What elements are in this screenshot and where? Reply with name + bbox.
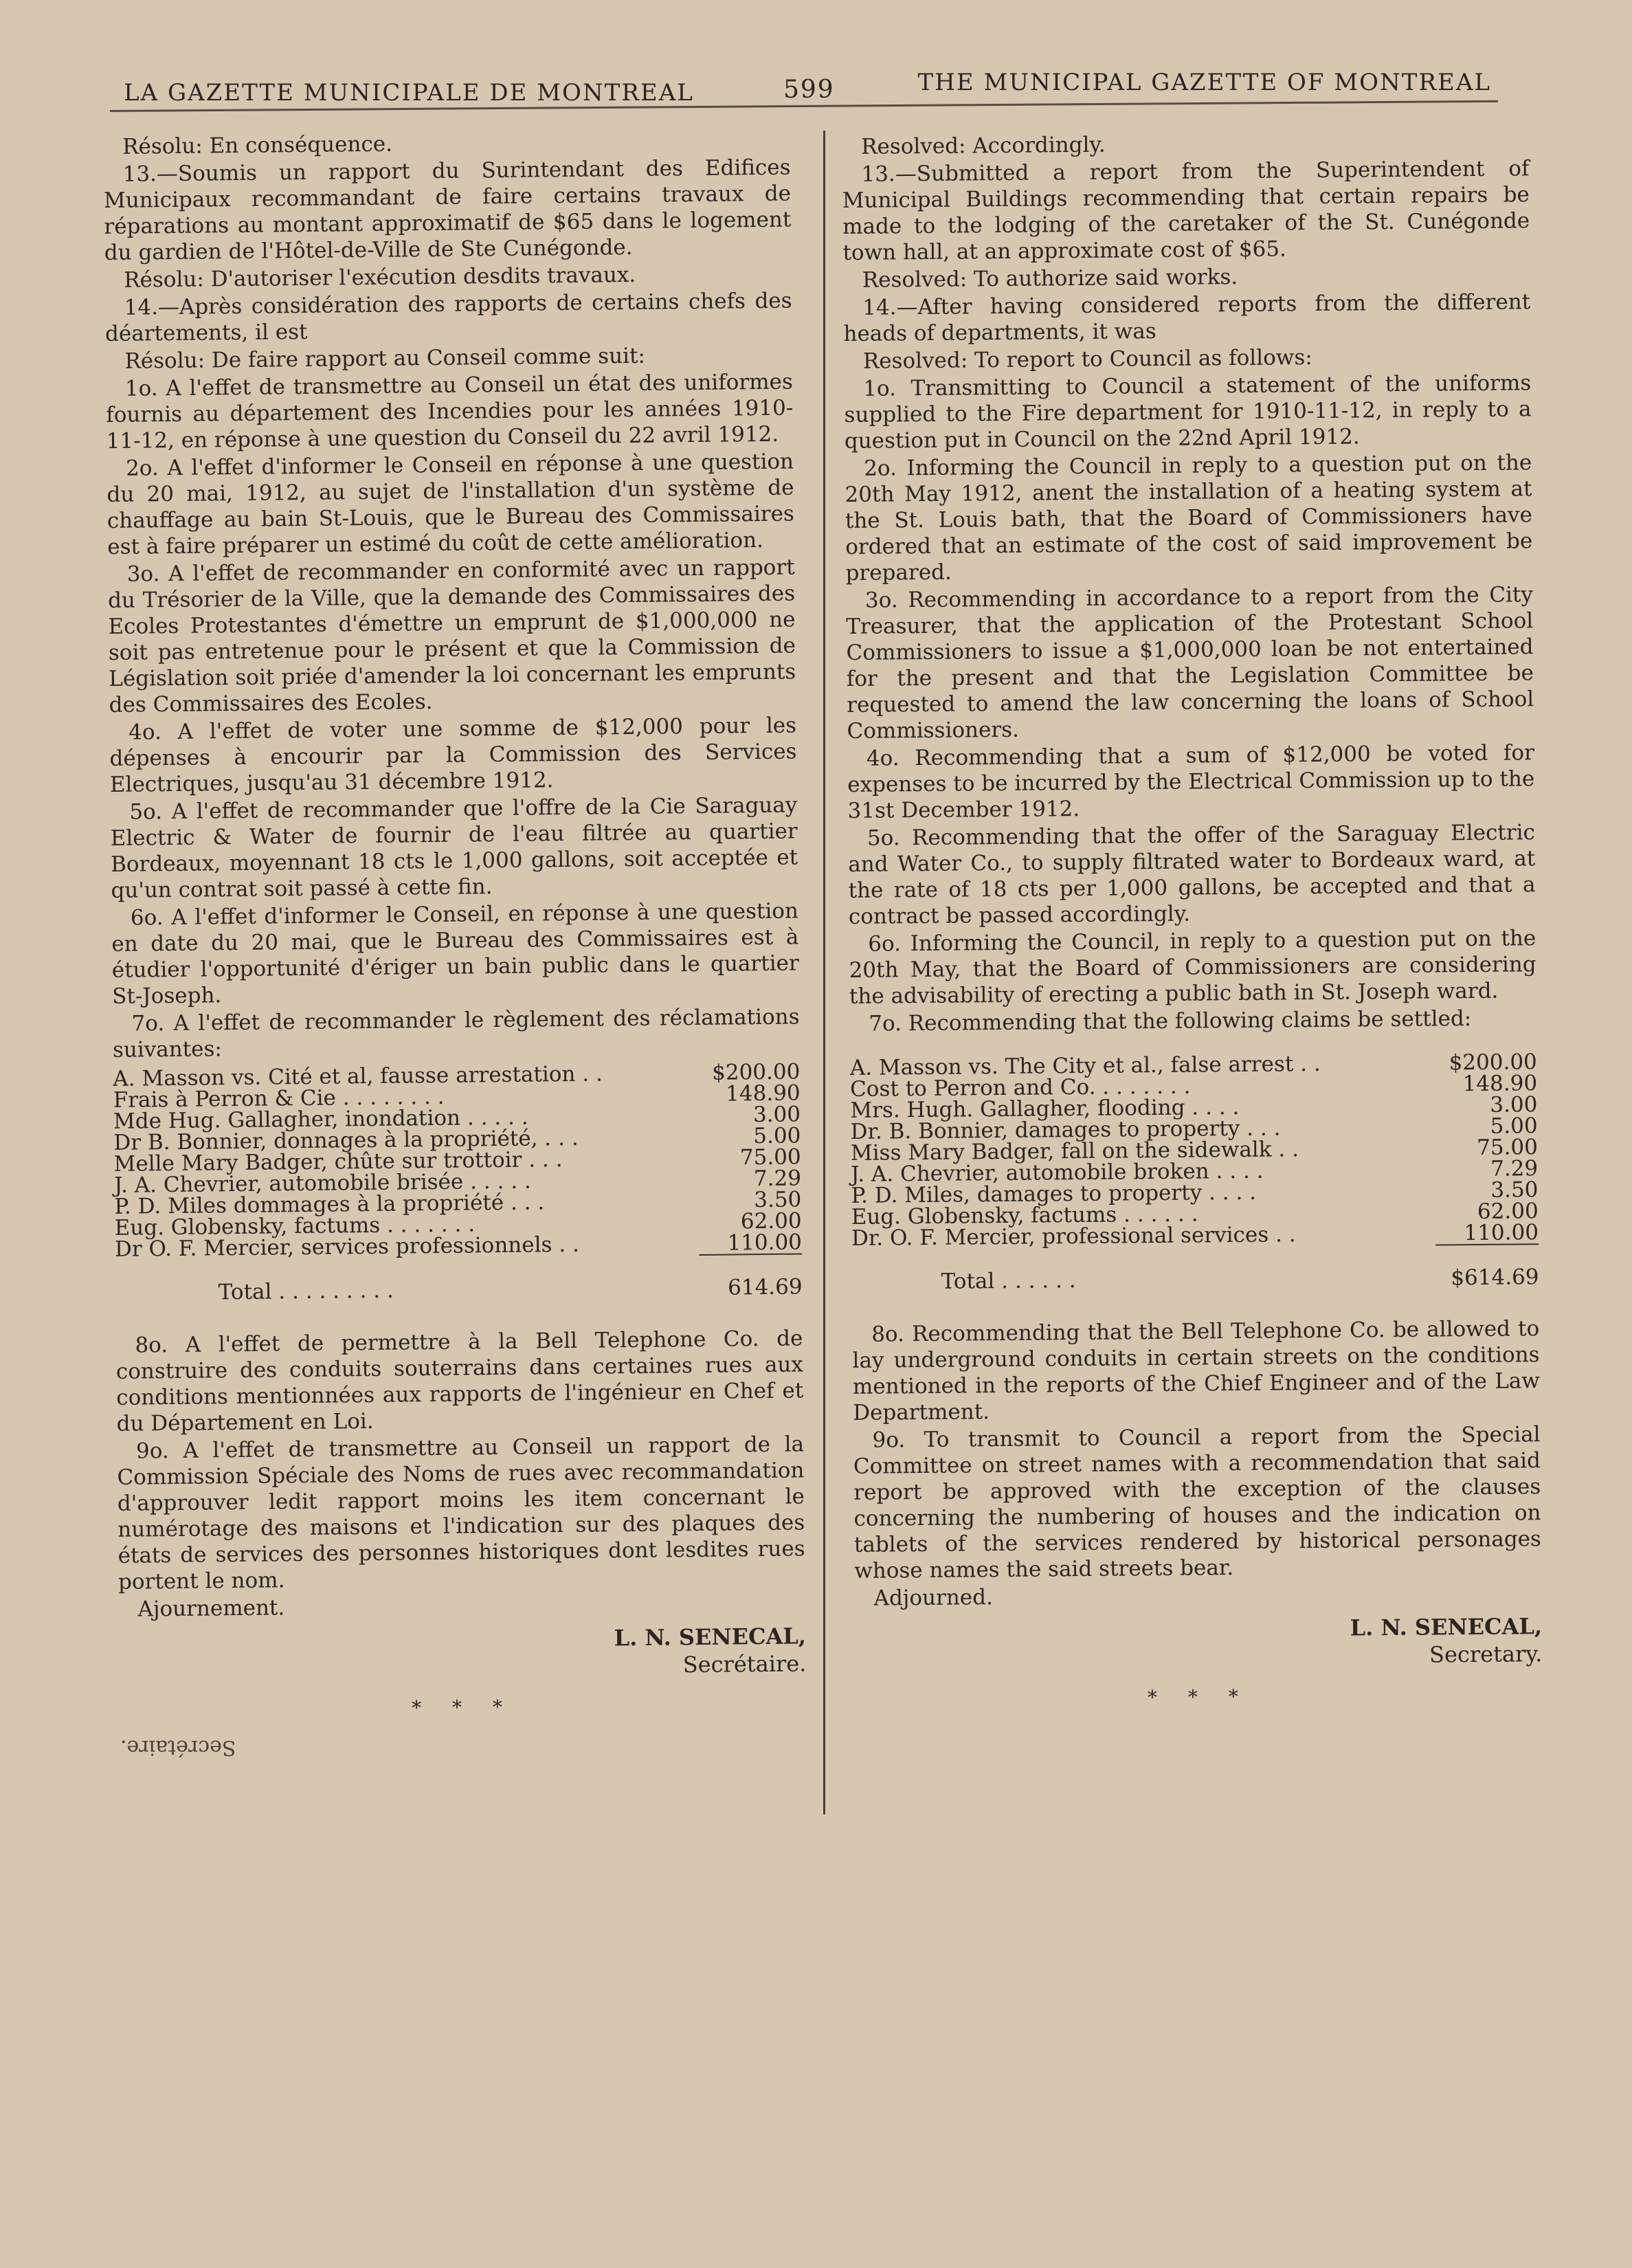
- claim-amount: 75.00: [1476, 1135, 1539, 1160]
- claim-amount: 148.90: [1462, 1071, 1538, 1097]
- paragraph: 6o. Informing the Council, in reply to a question put on the 20th May, that the Board of Commissioners are considering the advisability of erecting a public bath in St. Joseph ward.: [849, 926, 1536, 1009]
- paragraph: 8o. Recommending that the Bell Telephone Co. be allowed to lay underground conduits in certain streets on the conditions mentioned in the reports of the Chief Engineer and of the Law Department.: [852, 1316, 1541, 1425]
- signature-block: [855, 1612, 1543, 1674]
- claim-amount: 75.00: [739, 1144, 801, 1170]
- paragraph: 6o. A l'effet d'informer le Conseil, en réponse à une question en date du 20 mai, que le Bureau des Commissaires est à étudier l'opportunité d'ériger un bain public dans le quartier St-Joseph.: [111, 898, 799, 1009]
- end-stars: * * *: [411, 1695, 515, 1720]
- paragraph: 7o. A l'effet de recommander le règlement des réclamations suivantes:: [112, 1004, 800, 1063]
- french-column: [103, 127, 807, 1724]
- signature-name: L. N. SENECAL,: [1350, 1613, 1543, 1641]
- claim-name: Dr O. F. Mercier, services professionnels . .: [114, 1232, 580, 1262]
- claim-name: Mrs. Hugh. Gallagher, flooding . . . .: [850, 1095, 1240, 1123]
- claim-name: Dr B. Bonnier, donnages à la propriété, . . .: [113, 1125, 579, 1155]
- claim-name: Mde Hug. Gallagher, inondation . . . . .: [113, 1104, 528, 1134]
- adjournment: Adjourned.: [873, 1585, 994, 1611]
- page-number: 599: [783, 76, 835, 104]
- paragraph: 8o. A l'effet de permettre à la Bell Telephone Co. de construire des conduits souterrains dans certaines rues aux conditions mentionnées aux rapports de l'ingénieur en Chef et du Département en Loi.: [115, 1326, 804, 1436]
- claim-name: Frais à Perron & Cie . . . . . . . .: [113, 1084, 445, 1113]
- paragraph: Resolved: To authorize said works.: [862, 264, 1238, 293]
- claim-amount: 3.00: [752, 1102, 801, 1128]
- claim-amount: 110.00: [1464, 1220, 1539, 1246]
- signature-title: Secrétaire.: [682, 1650, 807, 1678]
- claim-amount: 3.50: [754, 1187, 802, 1213]
- paragraph: 3o. Recommending in accordance to a report from the City Treasurer, that the application of the Protestant School Commissioners to issue a $1,000,000 loan be not entertained for the present and that the Legislation Committee be requested to amend the law concerning the loans of School Commissioners.: [846, 582, 1534, 744]
- total-label: Total . . . . . .: [941, 1268, 1076, 1294]
- claim-name: P. D. Miles dommages à la propriété . . .: [114, 1190, 545, 1219]
- header-left-title: LA GAZETTE MUNICIPALE DE MONTREAL: [124, 79, 694, 107]
- claim-name: Miss Mary Badger, fall on the sidewalk . .: [850, 1137, 1299, 1166]
- claim-amount: 7.29: [753, 1166, 802, 1192]
- claims-table-en: [849, 1049, 1539, 1294]
- paragraph: 4o. Recommending that a sum of $12,000 be voted for expenses to be incurred by the Electrical Commission up to the 31st December 1912.: [847, 740, 1535, 823]
- claim-name: P. D. Miles, damages to property . . . .: [851, 1179, 1257, 1208]
- paragraph: 1o. A l'effet de transmettre au Conseil un état des uniformes fournis au département des Incendies pour les années 1910-11-12, en réponse à une question du Conseil du 22 avril 1912.: [106, 369, 794, 454]
- paragraph: Résolu: De faire rapport au Conseil comme suit:: [124, 343, 646, 374]
- paragraph: 7o. Recommending that the following claims be settled:: [869, 1006, 1472, 1036]
- paragraph: 1o. Transmitting to Council a statement of the uniforms supplied to the Fire department for 1910-11-12, in reply to a question put in Council on the 22nd April 1912.: [844, 370, 1532, 454]
- paragraph: 2o. Informing the Council in reply to a question put on the 20th May 1912, anent the installation of a heating system at the St. Louis bath, that the Board of Commissioners have ordered that an estimate of the cost of said improvement be prepared.: [845, 450, 1533, 586]
- claim-name: J. A. Chevrier, automobile brisée . . . . .: [113, 1168, 531, 1198]
- total-amount: $614.69: [1435, 1244, 1539, 1289]
- paragraph: 14.—After having considered reports from the different heads of departments, it was: [843, 289, 1531, 346]
- paragraph: 13.—Soumis un rapport du Surintendant des Edifices Municipaux recommandant de faire certains travaux de réparations au montant approximatif de $65 dans le logement du gardien de l'Hôtel-de-Ville de Ste Cunégonde.: [103, 155, 792, 265]
- claim-amount: $200.00: [711, 1059, 801, 1085]
- claim-amount: 62.00: [1477, 1199, 1539, 1224]
- claim-name: A. Masson vs. The City et al., false arrest . .: [849, 1051, 1321, 1080]
- claim-amount: 5.00: [1490, 1113, 1538, 1139]
- claim-amount: $200.00: [1449, 1049, 1537, 1076]
- paragraph: 14.—Après considération des rapports de certains chefs des déartements, il est: [104, 288, 792, 346]
- paragraph: 4o. A l'effet de voter une somme de $12,000 pour les dépenses à encourir par la Commission des Services Electriques, jusqu'au 31 décembre 1912.: [109, 713, 797, 797]
- claim-amount: 148.90: [726, 1080, 801, 1107]
- claim-name: Melle Mary Badger, chûte sur trottoir . . .: [113, 1147, 563, 1177]
- paragraph: Resolved: Accordingly.: [861, 132, 1106, 159]
- claims-table-fr: [113, 1061, 803, 1304]
- total-row: [851, 1244, 1539, 1294]
- paragraph: 3o. A l'effet de recommander en conformité avec un rapport du Trésorier de la Ville, que la demande des Commissaires des Ecoles Protestantes d'émettre un emprunt de $1,000,000 ne soit pas entretenue pour le présent et que la Commission de Législation soit priée d'amender la loi concernant les emprunts des Commissaires des Ecoles.: [107, 555, 796, 718]
- claim-name: Eug. Globensky, factums . . . . . .: [851, 1201, 1198, 1230]
- total-label: Total . . . . . . . . .: [218, 1278, 394, 1305]
- paragraph: Resolved: To report to Council as follows:: [862, 345, 1312, 374]
- bleed-through-text: Secrétaire.: [120, 1735, 236, 1759]
- paragraph: 5o. Recommending that the offer of the Saraguay Electric and Water Co., to supply filtrated water to Bordeaux ward, at the rate of 18 cts per 1,000 gallons, be accepted and that a contract be passed accordingly.: [848, 820, 1536, 929]
- claim-amount: 3.50: [1490, 1177, 1539, 1203]
- claim-name: J. A. Chevrier, automobile broken . . . .: [851, 1158, 1264, 1187]
- paragraph: 9o. A l'effet de transmettre au Conseil un rapport de la Commission Spéciale des Noms de rues avec recommandation d'approuver ledit rapport moins les item concernant le numérotage des maisons et l'indication sur des plaques des états de services des personnes historiques dont lesdites rues portent le nom.: [117, 1432, 805, 1594]
- claim-amount: 3.00: [1490, 1092, 1538, 1118]
- signature-title: Secretary.: [1429, 1641, 1543, 1668]
- paragraph: Résolu: D'autoriser l'exécution desdits travaux.: [124, 262, 636, 293]
- total-amount: 614.69: [699, 1254, 803, 1299]
- claim-name: Dr. B. Bonnier, damages to property . . .: [850, 1115, 1281, 1144]
- signature-block: [119, 1622, 807, 1684]
- claim-name: Cost to Perron and Co. . . . . . . .: [849, 1074, 1191, 1102]
- page-header: [124, 65, 1491, 120]
- claim-amount: 62.00: [740, 1208, 802, 1234]
- adjournment: Ajournement.: [137, 1595, 285, 1622]
- claim-name: Dr. O. F. Mercier, professional services . .: [851, 1222, 1296, 1251]
- paragraph: 13.—Submitted a report from the Superintendent of Municipal Buildings recommending that certain repairs be made to the lodging of the caretaker of the St. Cunégonde town hall, at an approximate cost of $65.: [842, 156, 1530, 265]
- claim-amount: 5.00: [753, 1123, 801, 1149]
- claim-amount: 110.00: [727, 1230, 803, 1256]
- english-column: [842, 128, 1543, 1713]
- paragraph: Résolu: En conséquence.: [122, 131, 393, 159]
- end-stars: * * *: [1147, 1685, 1251, 1709]
- signature-name: L. N. SENECAL,: [614, 1623, 807, 1652]
- paragraph: 5o. A l'effet de recommander que l'offre de la Cie Saraguay Electric & Water de fournir de l'eau filtrée au quartier Bordeaux, moyennant 18 cts le 1,000 gallons, soit acceptée et qu'un contrat soit passé à cette fin.: [110, 792, 798, 903]
- claim-amount: 7.29: [1490, 1156, 1539, 1181]
- claim-name: Eug. Globensky, factums . . . . . . .: [114, 1212, 476, 1241]
- claim-name: A. Masson vs. Cité et al, fausse arrestation . .: [113, 1061, 603, 1091]
- total-row: [115, 1254, 803, 1304]
- column-divider: [823, 131, 825, 1814]
- header-right-title: THE MUNICIPAL GAZETTE OF MONTREAL: [917, 69, 1491, 96]
- paragraph: 9o. To transmit to Council a report from the Special Committee on street names with a recommendation that said report be approved with the exception of the clauses concerning the numbering of houses and the indication on tablets of the services rendered by historical personages whose names the said streets bear.: [853, 1422, 1542, 1583]
- paragraph: 2o. A l'effet d'informer le Conseil en réponse à une question du 20 mai, 1912, au sujet de l'installation d'un système de chauffage au bain St-Louis, que le Bureau des Commissaires est à faire préparer un estimé du coût de cette amélioration.: [107, 449, 795, 559]
